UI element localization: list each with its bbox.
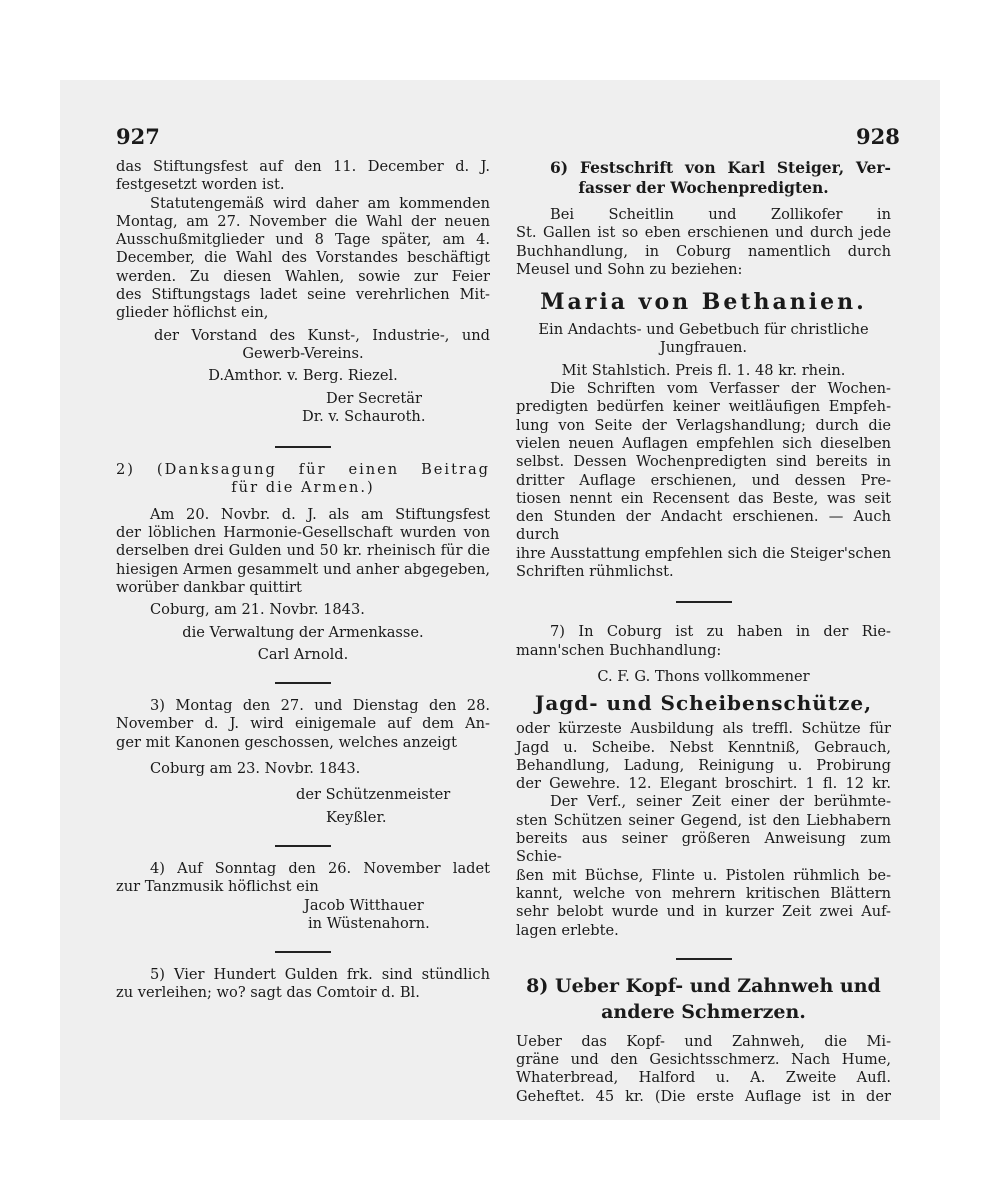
thanks-line: worüber dankbar quittirt [116,578,302,596]
intro-line: das Stiftungsfest auf den 11. December d. J. [116,158,490,175]
signature-line: Gewerb-Vereins. [242,344,364,362]
review-line: vielen neuen Auflagen empfehlen sich dieselben [516,434,891,452]
thanks-line: derselben drei Gulden und 50 kr. rheinisch für die [116,542,490,560]
review-line: tiosen nennt ein Recensent das Beste, was seit [516,489,891,507]
announcement-line: Meusel und Sohn zu beziehen: [516,260,743,278]
review-line: Schriften rühmlichst. [516,563,674,581]
review-line: bereits aus seiner größeren Anweisung zum Schie- [516,830,891,866]
announcement-line: Bei Scheitlin und Zollikofer in [550,206,891,223]
section-divider [676,958,732,960]
book-subtitle: Jungfrauen. [659,339,748,357]
thanks-line: hiesigen Armen gesammelt und anher abgegeben, [116,560,490,578]
notice-line: November d. J. wird einigemale auf dem An- [116,715,490,733]
section-divider [275,845,331,847]
announcement-line: mann'schen Buchhandlung: [516,641,722,659]
section-heading: 6) Festschrift von Karl Steiger, Ver- [550,158,891,177]
notice-line: 5) Vier Hundert Gulden frk. sind stündlich [150,966,490,984]
signature-line: der Schützenmeister [296,786,451,804]
notice-line: glieder höflichst ein, [116,304,269,322]
signature-name: Carl Arnold. [257,645,349,663]
book-title: Jagd- und Scheibenschütze, [534,691,873,716]
review-line: selbst. Dessen Wochenpredigten sind bereits in [516,453,891,471]
announcement-line: Buchhandlung, in Coburg namentlich durch [516,242,891,260]
notice-line: zu verleihen; wo? sagt das Comtoir d. Bl. [116,984,420,1002]
book-author: C. F. G. Thons vollkommener [597,667,810,685]
notice-line: des Stiftungstags ladet seine verehrlichen Mit- [116,286,490,304]
thanks-line: Am 20. Novbr. d. J. als am Stiftungsfest [150,505,490,523]
section-heading: 2) (Danksagung für einen Beitrag [116,461,490,479]
section-heading: fasser der Wochenpredigten. [578,178,829,197]
intro-line: festgesetzt worden ist. [116,176,285,194]
section-divider [275,446,331,448]
section-divider [275,682,331,684]
notice-line: werden. Zu diesen Wahlen, sowie zur Feier [116,267,490,285]
secretary-title: Der Secretär [326,389,422,407]
left-column [116,158,490,1003]
review-line: sehr belobt wurde und in kurzer Zeit zwei Auf- [516,903,891,921]
notice-line: 3) Montag den 27. und Dienstag den 28. [150,697,490,715]
signature-line: der Vorstand des Kunst-, Industrie-, und [154,326,490,344]
announcement-line: Ueber das Kopf- und Zahnweh, die Mi- [516,1032,891,1050]
review-line: ihre Ausstattung empfehlen sich die Steiger'schen [516,544,891,562]
book-description: Behandlung, Ladung, Reinigung u. Probirung [516,756,891,774]
section-heading: 8) Ueber Kopf- und Zahnweh und [526,974,881,997]
signature-line: die Verwaltung der Armenkasse. [182,623,424,641]
book-price: Mit Stahlstich. Preis fl. 1. 48 kr. rhein. [561,361,846,379]
review-line: lagen erlebte. [516,921,619,939]
notice-line: Statutengemäß wird daher am kommenden [150,194,490,212]
dateline: Coburg, am 21. Novbr. 1843. [150,601,365,619]
review-line: kannt, welche von mehrern kritischen Blättern [516,884,891,902]
dateline: Coburg am 23. Novbr. 1843. [150,760,361,778]
review-line: Die Schriften vom Verfasser der Wochen- [550,380,891,398]
review-line: ßen mit Büchse, Flinte u. Pistolen rühmlich be- [516,866,891,884]
page-number-left: 927 [116,124,160,149]
announcement-line: Whaterbread, Halford u. A. Zweite Aufl. [516,1069,891,1087]
book-title: Maria von Bethanien. [540,289,867,316]
notice-line: zur Tanzmusik höflichst ein [116,878,319,896]
secretary-name: Dr. v. Schauroth. [302,407,426,425]
announcement-line: St. Gallen ist so eben erschienen und durch jede [516,224,891,242]
book-description: Jagd u. Scheibe. Nebst Kenntniß, Gebrauch, [516,738,891,756]
notice-line: 4) Auf Sonntag den 26. November ladet [150,859,490,877]
book-description: oder kürzeste Ausbildung als treffl. Schütze für [516,720,891,738]
section-divider [275,951,331,953]
review-line: Der Verf., seiner Zeit einer der berühmte- [550,793,891,811]
thanks-line: der löblichen Harmonie-Gesellschaft wurden von [116,524,490,542]
notice-line: Ausschußmitglieder und 8 Tage später, am 4. [116,231,490,249]
signature-names: D.Amthor. v. Berg. Riezel. [208,367,398,385]
announcement-line: Geheftet. 45 kr. (Die erste Auflage ist in der [516,1087,891,1105]
notice-line: December, die Wahl des Vorstandes beschäftigt [116,249,490,267]
notice-line: ger mit Kanonen geschossen, welches anzeigt [116,733,458,751]
review-line: predigten bedürfen keiner weitläufigen Empfeh- [516,398,891,416]
notice-line: Montag, am 27. November die Wahl der neuen [116,212,490,230]
book-description: der Gewehre. 12. Elegant broschirt. 1 fl. 12 kr. [516,775,891,793]
page-number-right: 928 [856,124,900,149]
review-line: dritter Auflage erschienen, und dessen Pre- [516,471,891,489]
announcement-line: 7) In Coburg ist zu haben in der Rie- [550,623,891,641]
right-column [516,158,891,1106]
section-heading: für die Armen.) [231,479,375,497]
announcement-line: gräne und den Gesichtsschmerz. Nach Hume, [516,1051,891,1069]
section-heading: andere Schmerzen. [601,1000,806,1023]
review-line: den Stunden der Andacht erschienen. — Auch durch [516,508,891,544]
signature-place: in Wüstenahorn. [308,914,430,932]
review-line: sten Schützen seiner Gegend, ist den Liebhabern [516,811,891,829]
book-subtitle: Ein Andachts- und Gebetbuch für christliche [538,321,869,339]
signature-name: Jacob Witthauer [304,896,424,914]
review-line: lung von Seite der Verlagshandlung; durch die [516,416,891,434]
signature-name: Keyßler. [326,808,387,826]
section-divider [676,601,732,603]
